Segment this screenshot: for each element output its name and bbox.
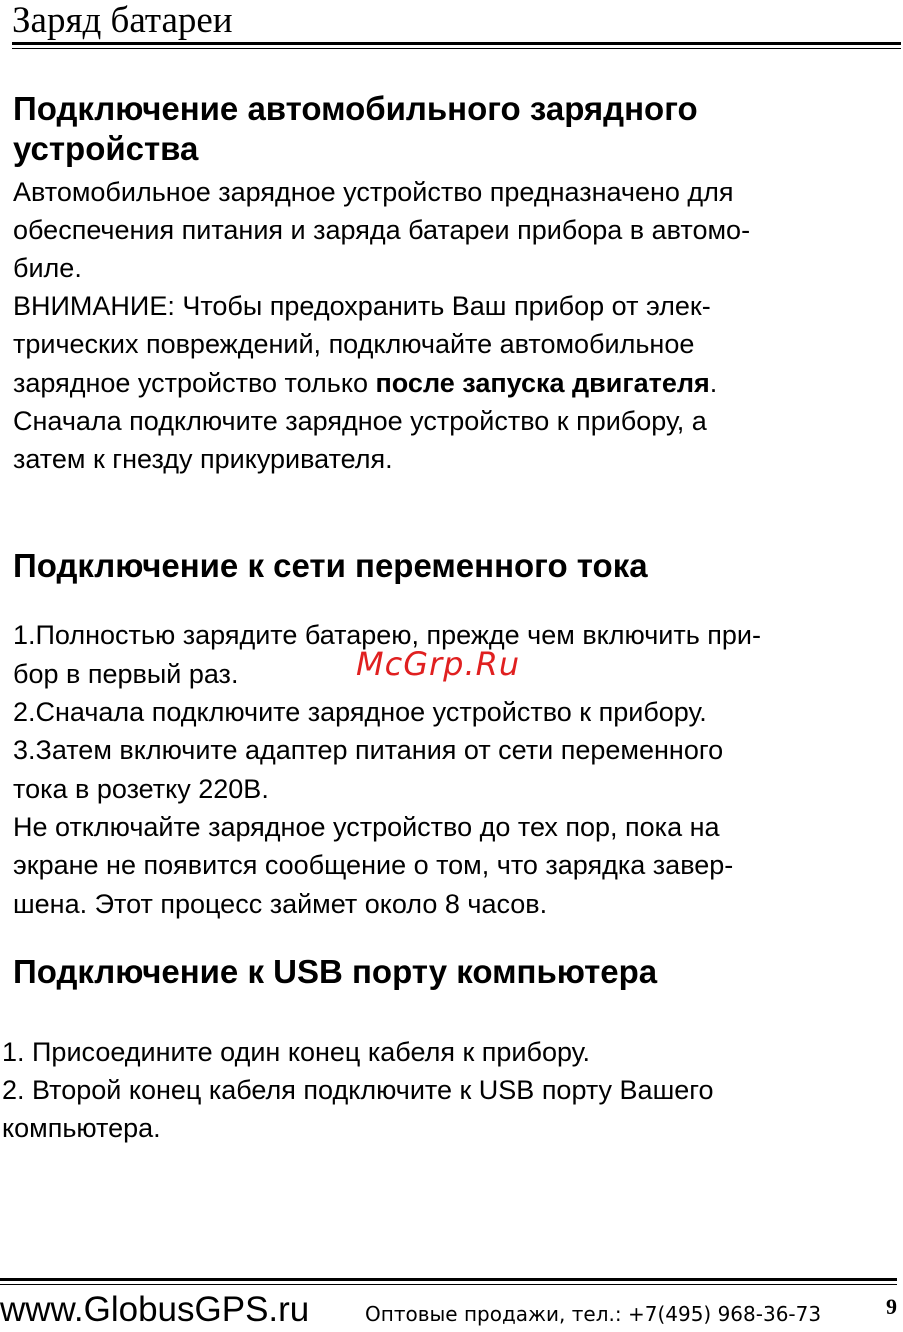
usb-heading: Подключение к USB порту компьютера: [13, 953, 658, 990]
ac-charger-text-line: экране не появится сообщение о том, что зарядка завер-: [13, 850, 734, 880]
page-header: [0, 0, 903, 50]
warning-text-prefix: зарядное устройство только: [13, 368, 376, 398]
car-charger-text-line: биле.: [13, 253, 82, 283]
footer-contacts: Оптовые продажи, тел.: +7(495) 968-36-73: [365, 1302, 822, 1326]
car-charger-heading-cont: устройства: [13, 130, 199, 167]
header-divider-thin: [12, 48, 901, 49]
page-number: 9: [886, 1294, 897, 1319]
car-charger-text-line: Сначала подключите зарядное устройство к прибору, а: [13, 406, 707, 436]
ac-charger-text-line: бор в первый раз.: [13, 659, 239, 689]
page-title: Заряд батареи: [12, 0, 233, 41]
car-charger-heading: Подключение автомобильного зарядного: [13, 90, 698, 127]
ac-charger-text-line: 2.Сначала подключите зарядное устройство к прибору.: [13, 697, 707, 727]
footer-divider-thin: [0, 1284, 897, 1285]
ac-charger-text-line: Не отключайте зарядное устройство до тех пор, пока на: [13, 812, 720, 842]
footer-website: www.GlobusGPS.ru: [0, 1290, 310, 1329]
ac-charger-text-line: 3.Затем включите адаптер питания от сети переменного: [13, 735, 724, 765]
watermark: McGrp.Ru: [356, 645, 521, 683]
ac-charger-heading: Подключение к сети переменного тока: [13, 547, 648, 584]
car-charger-text-line: затем к гнезду прикуривателя.: [13, 444, 393, 474]
header-divider-thick: [12, 42, 901, 45]
warning-text-line: трических повреждений, подключайте автомобильное: [13, 329, 695, 359]
ac-charger-text-line: тока в розетку 220В.: [13, 774, 269, 804]
warning-text-line: [13, 364, 717, 402]
car-charger-text-line: обеспечения питания и заряда батареи прибора в автомо-: [13, 215, 751, 245]
usb-text-line: 2. Второй конец кабеля подключите к USB порту Вашего: [2, 1075, 714, 1105]
footer-divider-thick: [0, 1278, 897, 1281]
ac-charger-text-line: шена. Этот процесс займет около 8 часов.: [13, 889, 548, 919]
usb-text-line: компьютера.: [2, 1113, 161, 1143]
warning-emphasis: после запуска двигателя: [375, 368, 710, 398]
warning-text-line: ВНИМАНИЕ: Чтобы предохранить Ваш прибор от элек-: [13, 291, 711, 321]
usb-text-line: 1. Присоедините один конец кабеля к прибору.: [2, 1037, 590, 1067]
ac-charger-text-line: 1.Полностью зарядите батарею, прежде чем включить при-: [13, 620, 761, 650]
warning-text-suffix: .: [709, 368, 718, 398]
car-charger-text-line: Автомобильное зарядное устройство предназначено для: [13, 177, 734, 207]
